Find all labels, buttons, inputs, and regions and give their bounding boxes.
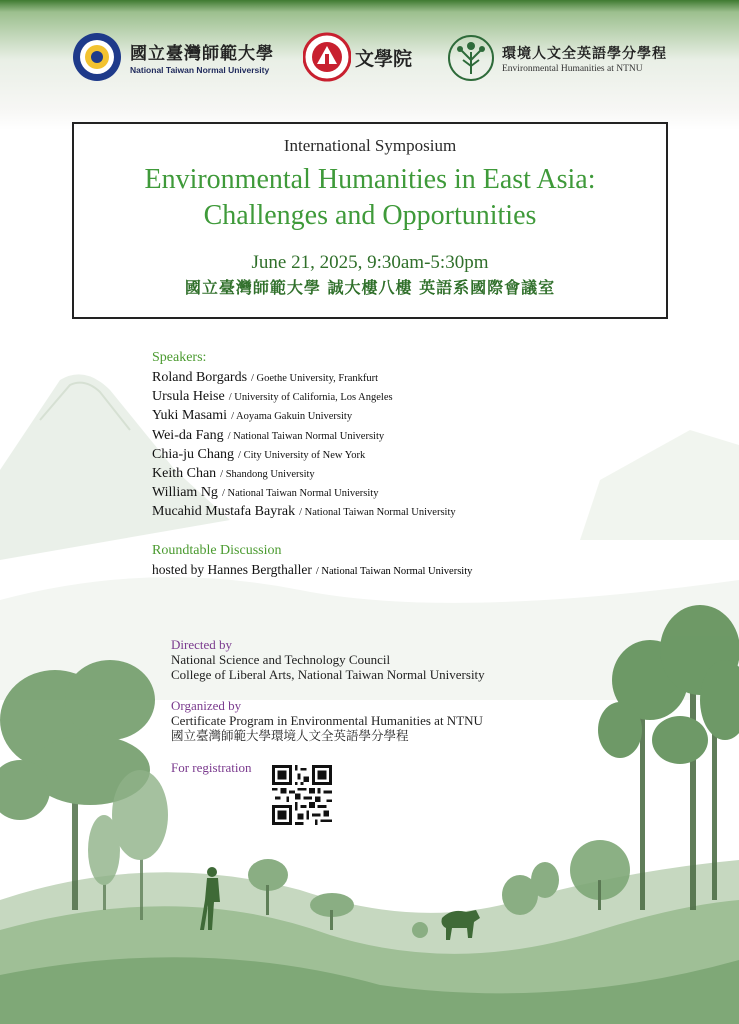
roundtable-section [152,541,472,581]
speaker-row [152,444,456,463]
speaker-name: Ursula Heise [152,389,225,405]
roundtable-host-affiliation: / National Taiwan Normal University [315,566,473,577]
roundtable-heading: Roundtable Discussion [152,543,282,558]
college-name-cn: 文學院 [355,47,413,70]
ntnu-seal-icon [72,32,122,82]
directed-heading: Directed by [171,637,233,652]
directed-line: College of Liberal Arts, National Taiwan Normal University [171,667,485,682]
organized-line-cn: 國立臺灣師範大學環境人文全英語學分學程 [171,728,409,743]
speaker-name: Roland Borgards [152,370,248,385]
program-name-en: Environmental Humanities at NTNU [502,63,643,74]
organized-line: Certificate Program in Environmental Humanities at NTNU [171,713,483,728]
directed-line: National Science and Technology Council [171,652,391,667]
speaker-affiliation: / National Taiwan Normal University [227,430,385,442]
organized-by-section [171,698,483,743]
speaker-affiliation: / Shandong University [220,468,315,480]
speaker-affiliation: / Aoyama Gakuin University [231,411,353,423]
speaker-affiliation: / University of California, Los Angeles [228,392,393,404]
roundtable-host-line [152,560,472,581]
speaker-name: Wei-da Fang [152,427,224,443]
event-title-line2: Challenges and Opportunities [203,200,537,231]
event-type: International Symposium [283,136,457,155]
speaker-affiliation: / National Taiwan Normal University [221,488,379,500]
organized-heading: Organized by [171,698,242,713]
speaker-row [152,501,456,520]
symposium-header-box [72,122,668,319]
speaker-name: Yuki Masami [152,408,228,424]
speaker-name: Keith Chan [152,465,217,481]
ntnu-name-cn: 國立臺灣師範大學 [130,44,274,64]
ntnu-logo [72,32,274,82]
event-date-time: June 21, 2025, 9:30am-5:30pm [251,252,489,273]
speaker-row [152,367,456,386]
roundtable-host: hosted by Hannes Bergthaller [152,562,312,577]
directed-by-section [171,637,485,682]
speaker-affiliation: / National Taiwan Normal University [299,507,456,519]
speaker-row [152,405,456,424]
ntnu-name-en: National Taiwan Normal University [130,65,270,75]
college-seal-icon [303,32,351,82]
speakers-section [152,348,456,521]
qr-code-icon[interactable] [272,765,332,825]
speakers-heading: Speakers: [152,350,207,365]
speaker-row [152,425,456,444]
speaker-affiliation: / Goethe University, Frankfurt [251,373,379,384]
college-logo [303,32,412,82]
speaker-name: Mucahid Mustafa Bayrak [152,504,296,520]
speaker-row [152,386,456,405]
registration-label: For registration [171,760,252,775]
speaker-row [152,463,456,482]
event-title-line1: Environmental Humanities in East Asia: [144,164,596,195]
program-name-cn: 環境人文全英語學分學程 [502,45,667,62]
program-logo [447,34,667,82]
event-venue: 國立臺灣師範大學 誠大樓八樓 英語系國際會議室 [184,278,556,297]
speaker-affiliation: / City University of New York [238,449,366,461]
speaker-name: William Ng [152,485,218,501]
speaker-name: Chia-ju Chang [152,446,235,462]
speaker-row [152,482,456,501]
tree-logo-icon [447,34,495,82]
